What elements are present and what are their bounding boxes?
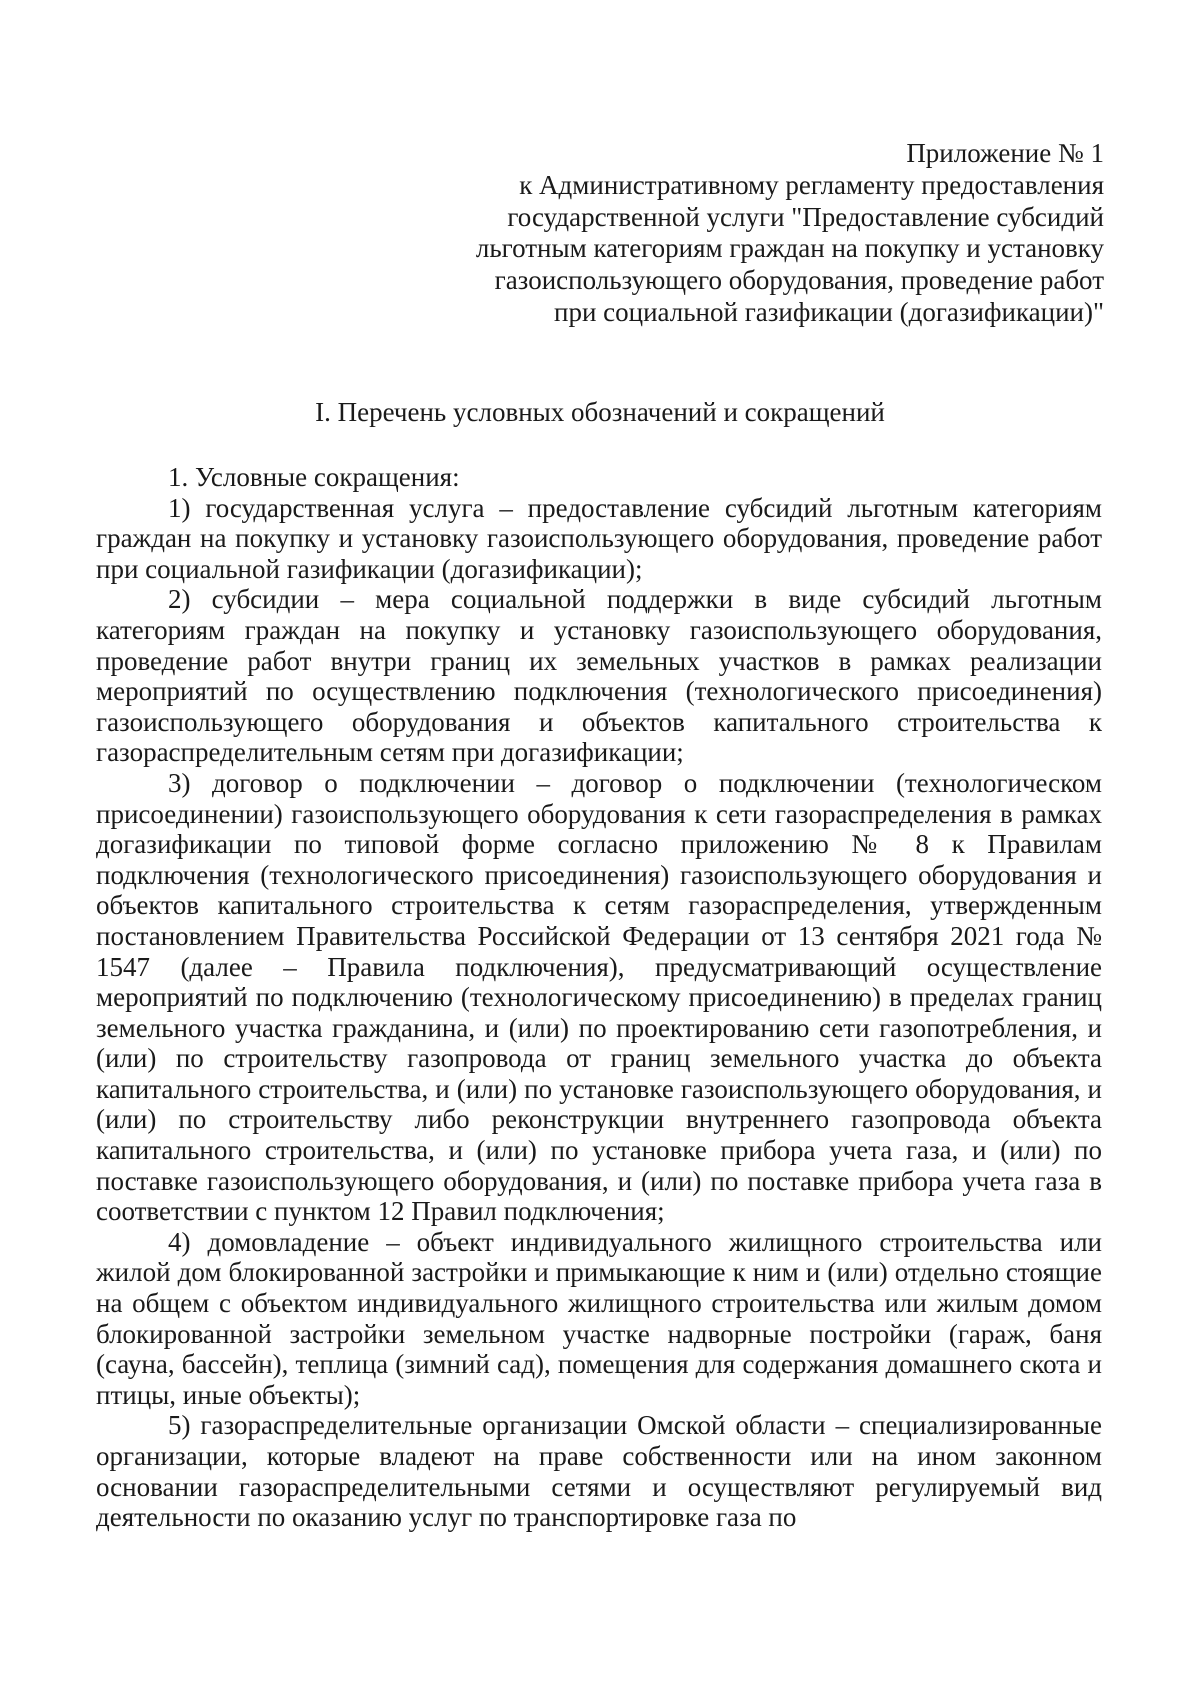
document-body [96,462,1102,1533]
appendix-header [344,138,1104,329]
appendix-line: государственной услуги "Предоставление субсидий [507,201,1104,232]
paragraph-item-1: 1) государственная услуга – предоставление субсидий льготным категориям граждан на покупку и установку газоиспользующего оборудования, проведение работ при социальной газификации (догазификации); [96,492,1102,584]
paragraph-item-5: 5) газораспределительные организации Омской области – специализированные организации, которые владеют на праве собственности или на ином законном основании газораспределительными сетями и осуществляют регулируемый вид деятельности по оказанию услуг по транспортировке газа по [96,1410,1102,1533]
paragraph-item-2: 2) субсидии – мера социальной поддержки в виде субсидий льготным категориям граждан на покупку и установку газоиспользующего оборудования, проведение работ внутри границ их земельных участков в рамках реализации мероприятий по осуществлению подключения (технологического присоединения) газоиспользующего оборудования и объектов капитального строительства к газораспределительным сетям при догазификации; [96,584,1102,768]
paragraph-item-4: 4) домовладение – объект индивидуального жилищного строительства или жилой дом блокированной застройки и примыкающие к ним и (или) отдельно стоящие на общем с объектом индивидуального жилищного строительства или жилым домом блокированной застройки земельном участке надворные постройки (гараж, баня (сауна, бассейн), теплица (зимний сад), помещения для содержания домашнего скота и птицы, иные объекты); [96,1226,1102,1410]
appendix-line: при социальной газификации (догазификации)" [554,296,1104,327]
appendix-line: Приложение № 1 [906,138,1104,168]
appendix-line: к Административному регламенту предоставления [519,169,1104,200]
appendix-line: газоиспользующего оборудования, проведение работ [494,265,1104,296]
paragraph-heading: 1. Условные сокращения: [168,462,460,492]
appendix-line: льготным категориям граждан на покупку и установку [475,233,1104,264]
section-title: I. Перечень условных обозначений и сокращений [315,397,885,427]
paragraph-item-3: 3) договор о подключении – договор о подключении (технологическом присоединении) газоиспользующего оборудования к сети газораспределения в рамках догазификации по типовой форме согласно приложению № 8 к Правилам подключения (технологического присоединения) газоиспользующего оборудования и объектов капитального строительства к сетям газораспределения, утвержденным постановлением Правительства Российской Федерации от 13 сентября 2021 года № 1547 (далее – Правила подключения), предусматривающий осуществление мероприятий по подключению (технологическому присоединению) в пределах границ земельного участка гражданина, и (или) по проектированию сети газопотребления, и (или) по строительству газопровода от границ земельного участка до объекта капитального строительства, и (или) по установке газоиспользующего оборудования, и (или) по строительству либо реконструкции внутреннего газопровода объекта капитального строительства, и (или) по установке прибора учета газа, и (или) по поставке газоиспользующего оборудования, и (или) по поставке прибора учета газа в соответствии с пунктом 12 Правил подключения; [96,767,1102,1227]
